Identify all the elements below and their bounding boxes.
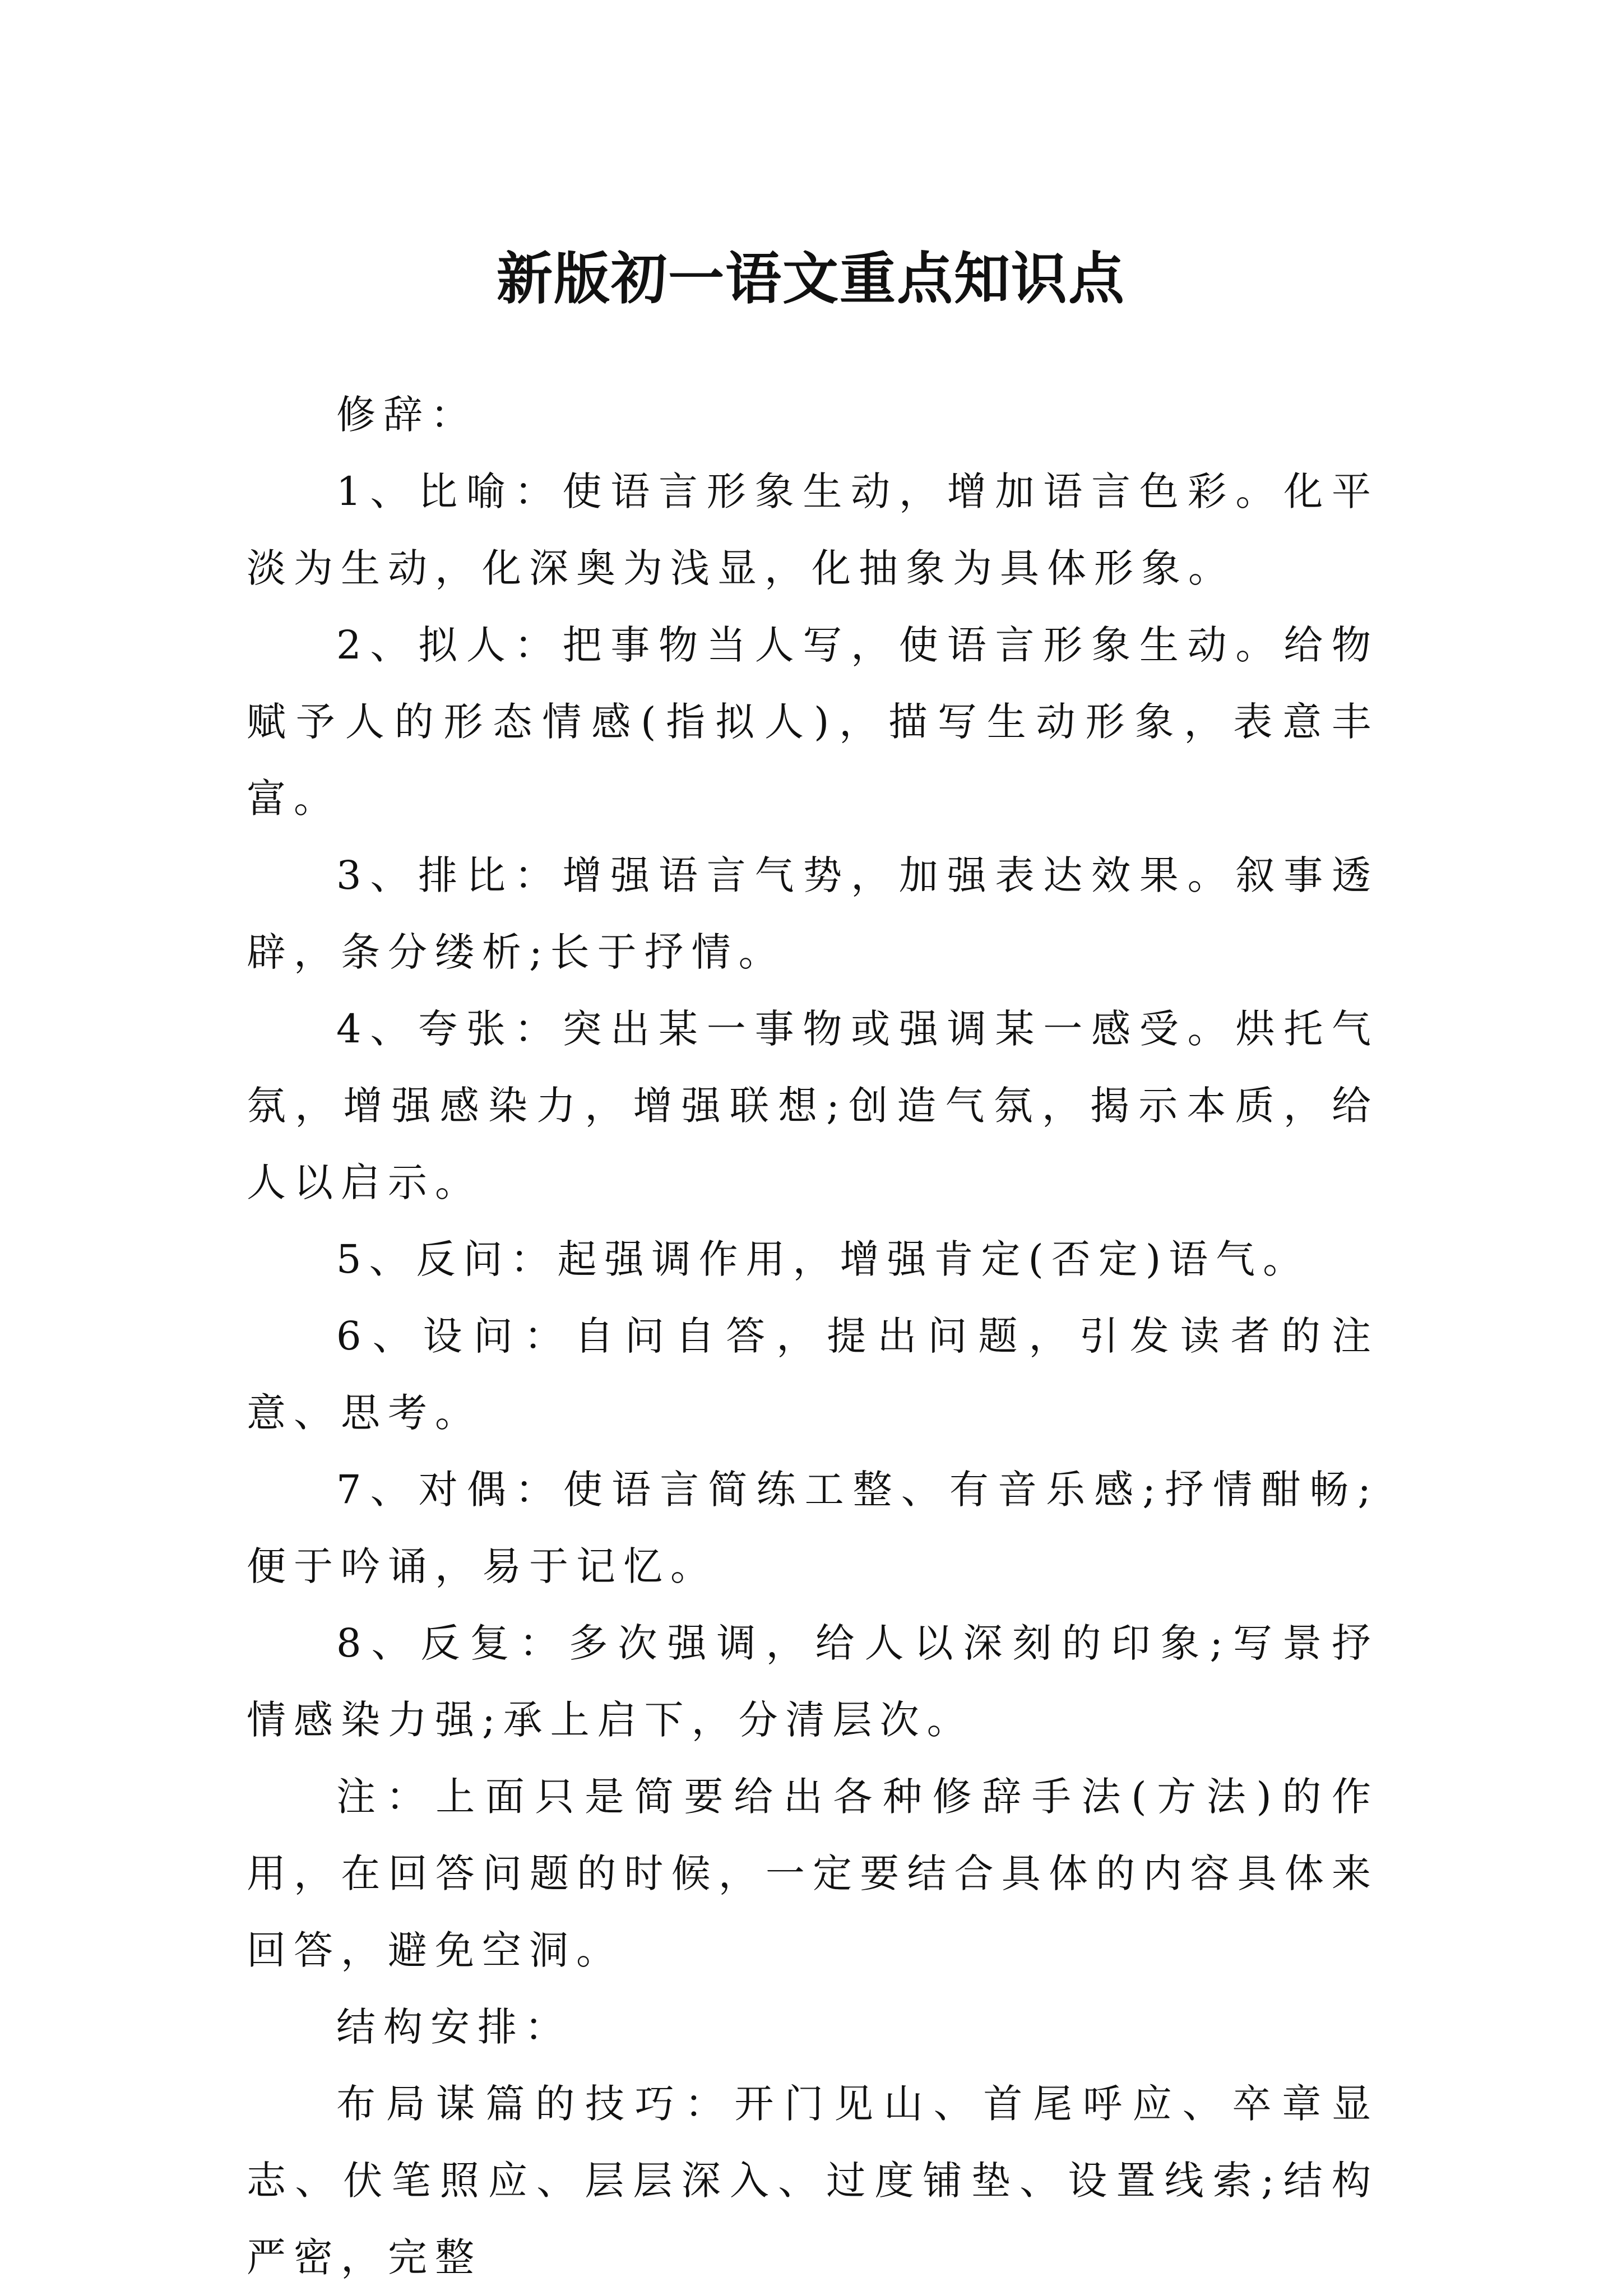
paragraph-self-question: 6、设问：自问自答，提出问题，引发读者的注意、思考。	[247, 1313, 1379, 1436]
section-heading-rhetoric: 修辞：	[336, 392, 478, 438]
paragraph-parallelism: 3、排比：增强语言气势，加强表达效果。叙事透辟，条分缕析;长于抒情。	[247, 852, 1379, 975]
paragraph-antithesis: 7、对偶：使语言简练工整、有音乐感;抒情酣畅;便于吟诵，易于记忆。	[247, 1467, 1379, 1589]
paragraph-hyperbole: 4、夸张：突出某一事物或强调某一感受。烘托气氛，增强感染力，增强联想;创造气氛，揭示本质，给人以启示。	[247, 1006, 1379, 1205]
section-heading-structure: 结构安排：	[336, 2004, 572, 2050]
paragraph-repetition: 8、反复：多次强调，给人以深刻的印象;写景抒情感染力强;承上启下，分清层次。	[247, 1620, 1379, 1743]
paragraph-layout-techniques: 布局谋篇的技巧：开门见山、首尾呼应、卒章显志、伏笔照应、层层深入、过度铺垫、设置线索;结构严密，完整	[247, 2081, 1379, 2280]
document-body	[247, 377, 1379, 2296]
paragraph-rhetorical-question: 5、反问：起强调作用，增强肯定(否定)语气。	[336, 1236, 1310, 1282]
paragraph-note: 注：上面只是简要给出各种修辞手法(方法)的作用，在回答问题的时候，一定要结合具体的内容具体来回答，避免空洞。	[247, 1774, 1379, 1973]
document-title: 新版初一语文重点知识点	[497, 245, 1125, 312]
paragraph-personification: 2、拟人：把事物当人写，使语言形象生动。给物赋予人的形态情感(指拟人)，描写生动形象，表意丰富。	[247, 622, 1379, 822]
paragraph-metaphor: 1、比喻：使语言形象生动，增加语言色彩。化平淡为生动，化深奥为浅显，化抽象为具体形象。	[247, 469, 1379, 591]
